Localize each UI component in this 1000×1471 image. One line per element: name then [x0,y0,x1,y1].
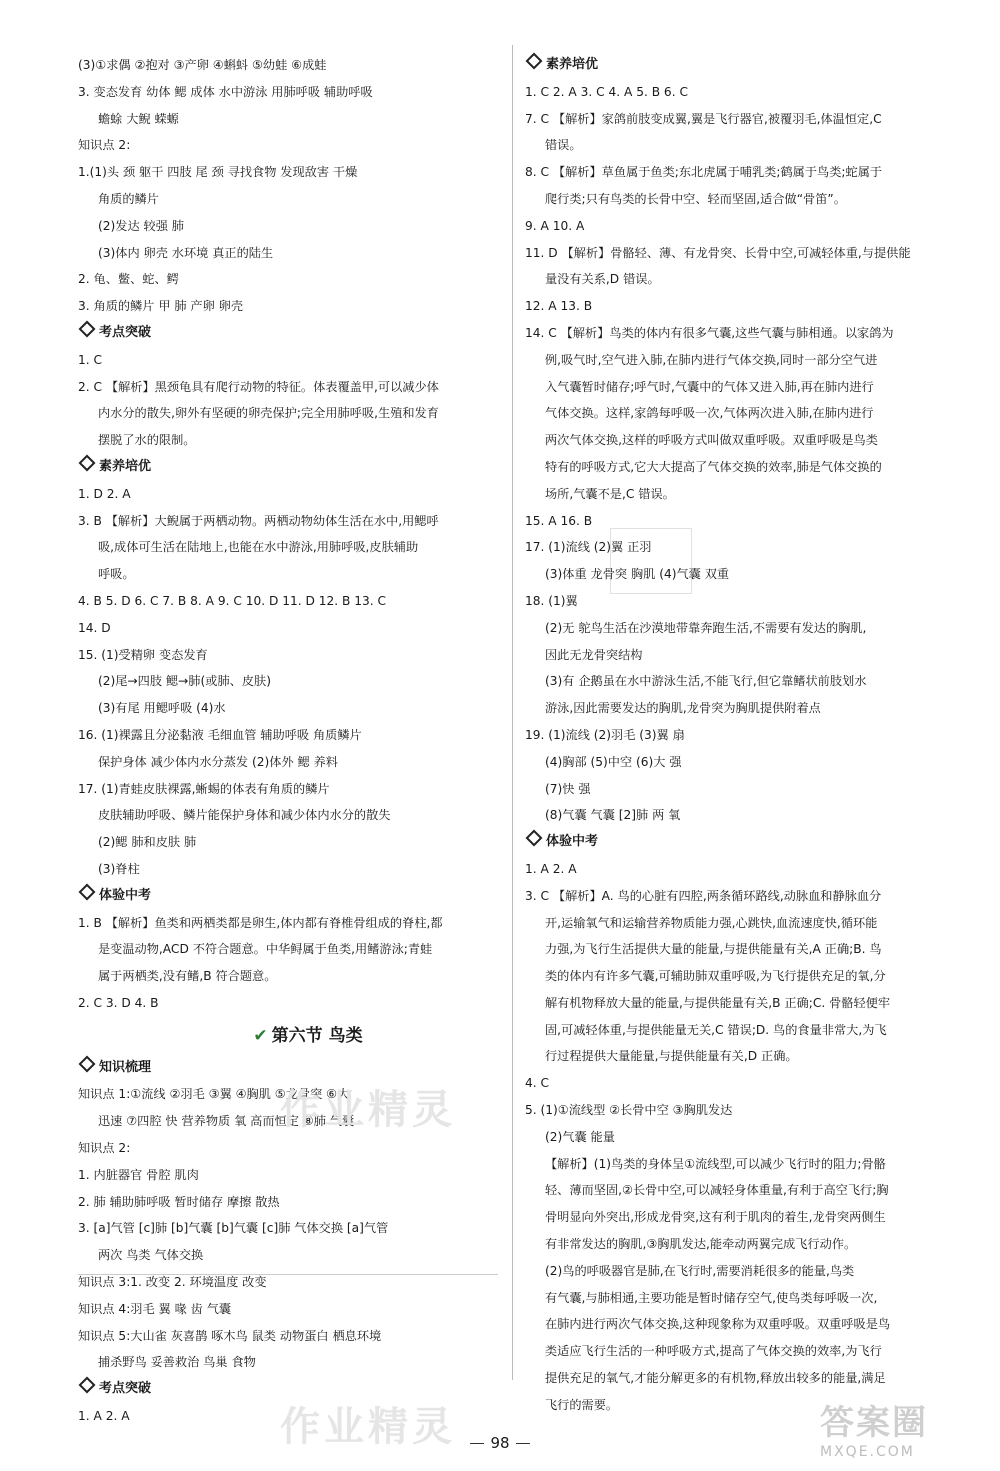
answer-line-continued: 摆脱了水的限制。 [98,433,196,448]
answer-line: 14. D [78,620,111,635]
diamond-icon [526,830,543,847]
answer-line-continued: 飞行的需要。 [545,1397,619,1412]
answer-line-continued: 例,吸气时,空气进入肺,在肺内进行气体交换,同时一部分空气进 [545,352,878,367]
page-number [450,1434,550,1452]
answer-line: 1. A 2. A [78,1409,130,1424]
answer-line: 11. D 【解析】骨骼轻、薄、有龙骨突、长骨中空,可减轻体重,与提供能 [525,245,911,260]
heading-text: 知识梳理 [99,1059,152,1075]
answer-line-continued: 行过程提供大量能量,与提供能量有关,D 正确。 [545,1049,798,1064]
answer-line-continued: (2)鳃 肺和皮肤 肺 [98,835,197,850]
stamp-graphic [610,528,692,594]
section-heading [78,883,498,910]
answer-line: 2. 龟、鳖、蛇、鳄 [78,272,179,287]
answer-line-continued: 错误。 [545,138,582,153]
answer-line-continued: (2)尾→四肢 鳃→肺(或肺、皮肤) [98,674,271,689]
diamond-icon [79,454,96,471]
answer-line: 2. C 3. D 4. B [78,995,159,1010]
diamond-icon [79,883,96,900]
dash-left [470,1443,484,1444]
answer-line-continued: 角质的鳞片 [98,191,159,206]
heading-text: 体验中考 [546,834,599,850]
answer-line: 16. (1)裸露且分泌黏液 毛细血管 辅助呼吸 角质鳞片 [78,727,362,742]
answer-line-continued: 固,可减轻体重,与提供能量无关,C 错误;D. 鸟的食量非常大,为飞 [545,1022,887,1037]
answer-line-continued: 提供充足的氧气,才能分解更多的有机物,释放出较多的能量,满足 [545,1371,886,1386]
diamond-icon [79,1377,96,1394]
answer-line: 4. B 5. D 6. C 7. B 8. A 9. C 10. D 11. D 12. B 13. C [78,593,387,608]
answer-line: 1. 内脏器官 骨腔 肌肉 [78,1167,199,1182]
heading-text: 考点突破 [99,1381,152,1397]
answer-line-continued: 吸,成体可生活在陆地上,也能在水中游泳,用肺呼吸,皮肤辅助 [98,540,419,555]
answer-line: 12. A 13. B [525,299,593,314]
answer-line: 知识点 3:1. 改变 2. 环境温度 改变 [78,1275,267,1290]
answer-line-continued: 皮肤辅助呼吸、鳞片能保护身体和减少体内水分的散失 [98,808,391,823]
answer-line-continued: 属于两栖类,没有鳍,B 符合题意。 [98,969,277,984]
answer-line-continued: 因此无龙骨突结构 [545,647,643,662]
answer-line-continued: (4)胸部 (5)中空 (6)大 强 [545,754,682,769]
answer-line-continued: 爬行类;只有鸟类的长骨中空、轻而坚固,适合做“骨笛”。 [545,191,846,206]
answer-line-continued: 场所,气囊不是,C 错误。 [545,486,675,501]
answer-line-continued: (3)体内 卵壳 水环境 真正的陆生 [98,245,274,260]
answer-line: 2. 肺 辅助肺呼吸 暂时储存 摩擦 散热 [78,1194,280,1209]
answer-line-continued: (7)快 强 [545,781,591,796]
answer-line-continued: 蟾蜍 大鲵 蝾螈 [98,111,179,126]
section-title [78,1017,498,1055]
answer-line: 1. A 2. A [525,861,577,876]
answer-line-continued: (3)有尾 用鳃呼吸 (4)水 [98,701,226,716]
answer-line: 知识点 4:羽毛 翼 喙 齿 气囊 [78,1301,232,1316]
diamond-icon [526,53,543,70]
answer-line-continued: 内水分的散失,卵外有坚硬的卵壳保护;完全用肺呼吸,生殖和发育 [98,406,439,421]
answer-line: 知识点 2: [78,138,131,153]
answer-line: 17. (1)流线 (2)翼 正羽 [525,540,652,555]
column-divider [512,45,513,1380]
heading-text: 素养培优 [99,458,152,474]
answer-line: 1. C 2. A 3. C 4. A 5. B 6. C [525,84,688,99]
answer-line: 9. A 10. A [525,218,585,233]
heading-text: 素养培优 [546,57,599,72]
logo-url: MXQE.COM [820,1444,915,1460]
answer-line: 14. C 【解析】鸟类的体内有很多气囊,这些气囊与肺相通。以家鸽为 [525,325,894,340]
answer-line-continued: (2)气囊 能量 [545,1129,615,1144]
answer-line: 3. [a]气管 [c]肺 [b]气囊 [b]气囊 [c]肺 气体交换 [a]气管 [78,1221,389,1236]
answer-line: 知识点 1:①流线 ②羽毛 ③翼 ④胸肌 ⑤龙骨突 ⑥大 [78,1087,350,1102]
logo-main: 答案圈 [820,1403,928,1443]
answer-line: 3. 角质的鳞片 甲 肺 产卵 卵壳 [78,299,244,314]
answer-line-continued: 力强,为飞行生活提供大量的能量,与提供能量有关,A 正确;B. 鸟 [545,942,882,957]
answer-line-continued: 有非常发达的胸肌,③胸肌发达,能牵动两翼完成飞行动作。 [545,1237,857,1252]
answer-line-continued: 迅速 ⑦四腔 快 营养物质 氧 高而恒定 ⑧肺 气囊 [98,1114,355,1129]
heading-text: 考点突破 [99,324,152,340]
answer-line: 1.(1)头 颈 躯干 四肢 尾 颈 寻找食物 发现敌害 干燥 [78,165,358,180]
answer-line-continued: 骨明显向外突出,形成龙骨突,这有利于肌肉的着生,龙骨突两侧生 [545,1210,886,1225]
answer-line-continued: (3)有 企鹅虽在水中游泳生活,不能飞行,但它靠鳍状前肢划水 [545,674,867,689]
answer-line: 7. C 【解析】家鸽前肢变成翼,翼是飞行器官,被覆羽毛,体温恒定,C [525,111,882,126]
check-icon: ✔ [253,1025,268,1046]
answer-line: 1. B 【解析】鱼类和两栖类都是卵生,体内都有脊椎骨组成的脊柱,都 [78,915,443,930]
answer-line-continued: (2)鸟的呼吸器官是肺,在飞行时,需要消耗很多的能量,鸟类 [545,1263,855,1278]
answer-line: 3. 变态发育 幼体 鳃 成体 水中游泳 用肺呼吸 辅助呼吸 [78,84,373,99]
heading-text: 体验中考 [99,887,152,903]
answer-line: 知识点 5:大山雀 灰喜鹊 啄木鸟 鼠类 动物蛋白 栖息环境 [78,1328,382,1343]
answer-line-continued: 气体交换。这样,家鸽每呼吸一次,气体两次进入肺,在肺内进行 [545,406,874,421]
watermark: 作业精灵 [280,1403,456,1450]
answer-line: (3)①求偶 ②抱对 ③产卵 ④蝌蚪 ⑤幼蛙 ⑥成蛙 [78,58,327,72]
answer-line: 19. (1)流线 (2)羽毛 (3)翼 扇 [525,727,685,742]
section-title-text: 第六节 鸟类 [271,1025,363,1046]
answer-line-continued: 两次 鸟类 气体交换 [98,1248,204,1263]
answer-line-continued: 入气囊暂时储存;呼气时,气囊中的气体又进入肺,再在肺内进行 [545,379,874,394]
answer-line: 5. (1)①流线型 ②长骨中空 ③胸肌发达 [525,1103,733,1118]
answer-line-continued: 两次气体交换,这样的呼吸方式叫做双重呼吸。双重呼吸是鸟类 [545,433,878,448]
answer-line: 3. C 【解析】A. 鸟的心脏有四腔,两条循环路线,动脉血和静脉血分 [525,888,882,903]
diamond-icon [79,320,96,337]
answer-line-continued: (2)发达 较强 肺 [98,218,184,233]
answer-line: 17. (1)青蛙皮肤裸露,蜥蜴的体表有角质的鳞片 [78,781,330,796]
section-heading [78,454,498,481]
answer-line-continued: 【解析】(1)鸟类的身体呈①流线型,可以减少飞行时的阻力;骨骼 [545,1156,886,1171]
answer-line: 8. C 【解析】草鱼属于鱼类;东北虎属于哺乳类;鹤属于鸟类;蛇属于 [525,165,883,180]
left-column [78,52,498,1430]
answer-line-continued: (2)无 鸵鸟生活在沙漠地带靠奔跑生活,不需要有发达的胸肌, [545,620,867,635]
answer-line-continued: 轻、薄而坚固,②长骨中空,可以减轻身体重量,有利于高空飞行;胸 [545,1183,889,1198]
answer-line-continued: 开,运输氧气和运输营养物质能力强,心跳快,血流速度快,循环能 [545,915,878,930]
answer-line-continued: 是变温动物,ACD 不符合题意。中华鲟属于鱼类,用鳍游泳;青蛙 [98,942,433,957]
answer-line: 2. C 【解析】黑颈龟具有爬行动物的特征。体表覆盖甲,可以减少体 [78,379,439,394]
answer-line-continued: 在肺内进行两次气体交换,这种现象称为双重呼吸。双重呼吸是鸟 [545,1317,891,1332]
answer-line: 15. (1)受精卵 变态发育 [78,647,208,662]
answer-line: 3. B 【解析】大鲵属于两栖动物。两栖动物幼体生活在水中,用鳃呼 [78,513,439,528]
answer-line: 4. C [525,1076,550,1091]
dash-right [516,1443,530,1444]
answer-line-continued: (8)气囊 气囊 [2]肺 两 氧 [545,808,681,823]
answer-line-continued: 保护身体 减少体内水分蒸发 (2)体外 鳃 养料 [98,754,338,769]
answer-line-continued: (3)体重 龙骨突 胸肌 (4)气囊 双重 [545,567,730,582]
answer-line-continued: 有气囊,与肺相通,主要功能是暂时储存空气,使鸟类每呼吸一次, [545,1290,878,1305]
answer-line-continued: 量没有关系,D 错误。 [545,272,660,287]
answer-line-continued: 解有机物释放大量的能量,与提供能量有关,B 正确;C. 骨骼轻便牢 [545,995,891,1010]
section-heading [525,52,965,79]
answer-line-continued: 特有的呼吸方式,它大大提高了气体交换的效率,肺是气体交换的 [545,459,882,474]
answer-line: 15. A 16. B [525,513,593,528]
answer-line: 1. C [78,352,103,367]
answer-line-continued: 呼吸。 [98,567,135,582]
section-heading [525,829,965,856]
right-column [525,52,965,1419]
section-heading [78,320,498,347]
watermark: 作业精灵 [280,1086,456,1133]
answer-line-continued: (3)脊柱 [98,861,140,876]
answer-line: 1. D 2. A [78,486,131,501]
answer-line-continued: 捕杀野鸟 妥善救治 鸟巢 食物 [98,1355,256,1370]
answer-line: 18. (1)翼 [525,593,578,608]
page-number-text: 98 [490,1434,510,1452]
answer-line: 知识点 2: [78,1141,131,1156]
answer-line-continued: 类适应飞行生活的一种呼吸方式,提高了气体交换的效率,为飞行 [545,1344,882,1359]
answer-line-continued: 类的体内有许多气囊,可辅助肺双重呼吸,为飞行提供充足的氧,分 [545,969,886,984]
answer-line-continued: 游泳,因此需要发达的胸肌,龙骨突为胸肌提供附着点 [545,701,821,716]
diamond-icon [79,1055,96,1072]
site-logo [820,1395,970,1465]
